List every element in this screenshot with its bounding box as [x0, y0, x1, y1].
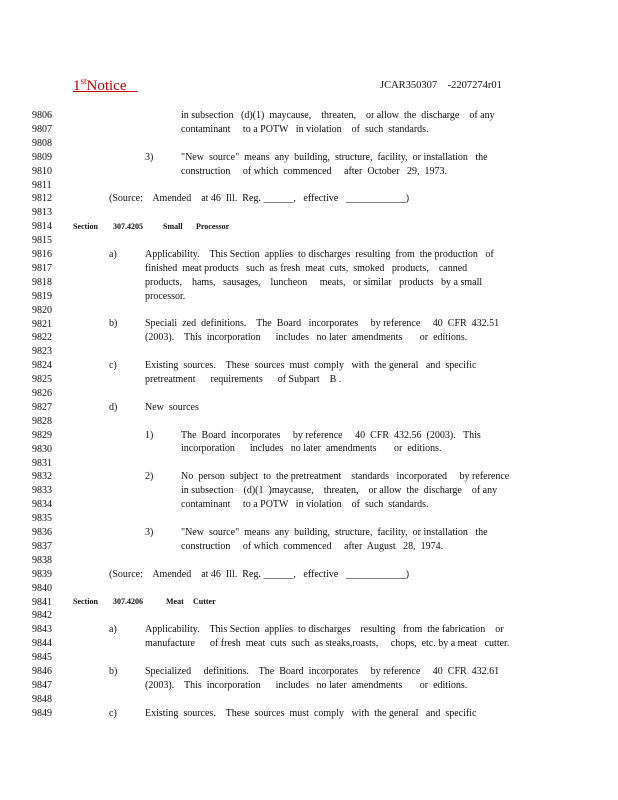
- section-number: 307.4205: [113, 222, 143, 231]
- text-line: finished meat products such as fresh meat cuts, smoked products, canned: [145, 263, 468, 274]
- line-number: 9826: [32, 388, 52, 399]
- line-number: 9813: [32, 207, 52, 219]
- line-number: 9818: [32, 276, 52, 288]
- line-number: 9843: [32, 624, 52, 636]
- line-number: 9833: [32, 485, 52, 497]
- section-number: 307.4206: [113, 597, 143, 606]
- list-marker: b): [109, 318, 118, 329]
- line-number: 9807: [32, 123, 52, 135]
- line-number: 9845: [32, 652, 52, 664]
- line-number: 9846: [32, 666, 52, 677]
- section-title-word: Meat: [166, 597, 184, 606]
- line-number: 9827: [32, 401, 52, 413]
- line-number: 9844: [32, 638, 52, 650]
- line-number: 9839: [32, 568, 52, 580]
- line-number: 9842: [32, 610, 52, 622]
- list-marker: d): [109, 402, 118, 413]
- line-number: 9825: [32, 374, 52, 386]
- line-number: 9817: [32, 262, 52, 274]
- line-number: 9831: [32, 457, 52, 469]
- notice-label: 1stNotice: [73, 76, 127, 94]
- section-title-word: Cutter: [193, 597, 216, 606]
- text-line: (2003). This incorporation includes no later amendments or editions.: [145, 332, 468, 343]
- list-marker: a): [109, 249, 117, 260]
- text-line: Speciali zed definitions. The Board incorporates by reference 40 CFR 432.51: [145, 318, 500, 329]
- line-number: 9808: [32, 137, 52, 149]
- text-line: No person subject to the pretreatment standards incorporated by reference: [181, 471, 510, 482]
- list-marker: c): [109, 708, 117, 719]
- line-number: 9814: [32, 221, 52, 233]
- text-line: Existing sources. These sources must comply with the general and specific: [145, 360, 477, 371]
- line-number: 9830: [32, 443, 52, 455]
- section-label: Section: [73, 222, 98, 231]
- text-line: Existing sources. These sources must comply with the general and specific: [145, 708, 477, 719]
- text-line: Applicability. This Section applies to discharges resulting from the fabrication or: [145, 624, 504, 635]
- line-number: 9806: [32, 110, 52, 121]
- text-line: New sources: [145, 402, 199, 413]
- line-number: 9810: [32, 165, 52, 177]
- line-number: 9838: [32, 554, 52, 566]
- source-note: (Source: Amended at 46 Ill. Reg. ______, effective ____________): [109, 569, 410, 580]
- line-number: 9812: [32, 193, 52, 205]
- text-line: contaminant to a POTW in violation of such standards.: [181, 499, 429, 510]
- text-line: "New source" means any building, structure, facility, or installation the: [181, 152, 488, 163]
- list-marker: 1): [145, 430, 154, 441]
- line-number: 9836: [32, 527, 52, 538]
- list-marker: c): [109, 360, 117, 371]
- line-number: 9835: [32, 513, 52, 525]
- line-number: 9832: [32, 471, 52, 483]
- line-number: 9841: [32, 596, 52, 608]
- text-line: processor.: [145, 291, 186, 302]
- text-line: (2003). This incorporation includes no later amendments or editions.: [145, 680, 468, 691]
- line-number: 9819: [32, 290, 52, 302]
- text-line: contaminant to a POTW in violation of such standards.: [181, 124, 429, 135]
- list-marker: 3): [145, 527, 154, 538]
- line-number: 9809: [32, 151, 52, 163]
- line-number: 9822: [32, 332, 52, 344]
- text-line: Applicability. This Section applies to discharges resulting from the production of: [145, 249, 494, 260]
- text-line: in subsection (d)(1 )maycause, threaten, or allow the discharge of any: [181, 485, 498, 496]
- line-number: 9848: [32, 693, 52, 705]
- text-line: manufacture of fresh meat cuts such as steaks,roasts, chops, etc. by a meat cutter.: [145, 638, 510, 649]
- line-number: 9840: [32, 582, 52, 594]
- text-line: construction of which commenced after October 29, 1973.: [181, 166, 448, 177]
- text-line: incorporation includes no later amendments or editions.: [181, 443, 442, 454]
- line-number: 9847: [32, 679, 52, 691]
- section-title-word: Processor: [196, 222, 230, 231]
- text-line: in subsection (d)(1) maycause, threaten, or allow the discharge of any: [181, 110, 495, 121]
- line-number: 9820: [32, 304, 52, 316]
- line-number: 9837: [32, 540, 52, 552]
- line-number: 9815: [32, 235, 52, 247]
- list-marker: 3): [145, 152, 154, 163]
- section-label: Section: [73, 597, 98, 606]
- source-note: (Source: Amended at 46 Ill. Reg. ______, effective ____________): [109, 193, 410, 204]
- text-line: The Board incorporates by reference 40 CFR 432.56 (2003). This: [181, 430, 481, 441]
- line-number: 9823: [32, 346, 52, 358]
- text-line: products, hams, sausages, luncheon meats, or similar products by a small: [145, 277, 483, 288]
- section-title-word: Small: [163, 222, 183, 231]
- line-number: 9821: [32, 318, 52, 330]
- line-number: 9811: [32, 179, 52, 191]
- text-line: pretreatment requirements of Subpart B .: [145, 374, 342, 385]
- line-number: 9834: [32, 499, 52, 511]
- line-number: 9829: [32, 429, 52, 441]
- list-marker: b): [109, 666, 118, 677]
- line-number: 9849: [32, 707, 52, 719]
- document-code: JCAR350307 -2207274r01: [380, 80, 502, 91]
- list-marker: a): [109, 624, 117, 635]
- line-number: 9816: [32, 249, 52, 260]
- list-marker: 2): [145, 471, 154, 482]
- line-number: 9824: [32, 360, 52, 372]
- text-line: construction of which commenced after August 28, 1974.: [181, 541, 444, 552]
- line-number: 9828: [32, 415, 52, 427]
- text-line: Specialized definitions. The Board incorporates by reference 40 CFR 432.61: [145, 666, 500, 677]
- text-line: "New source" means any building, structure, facility, or installation the: [181, 527, 488, 538]
